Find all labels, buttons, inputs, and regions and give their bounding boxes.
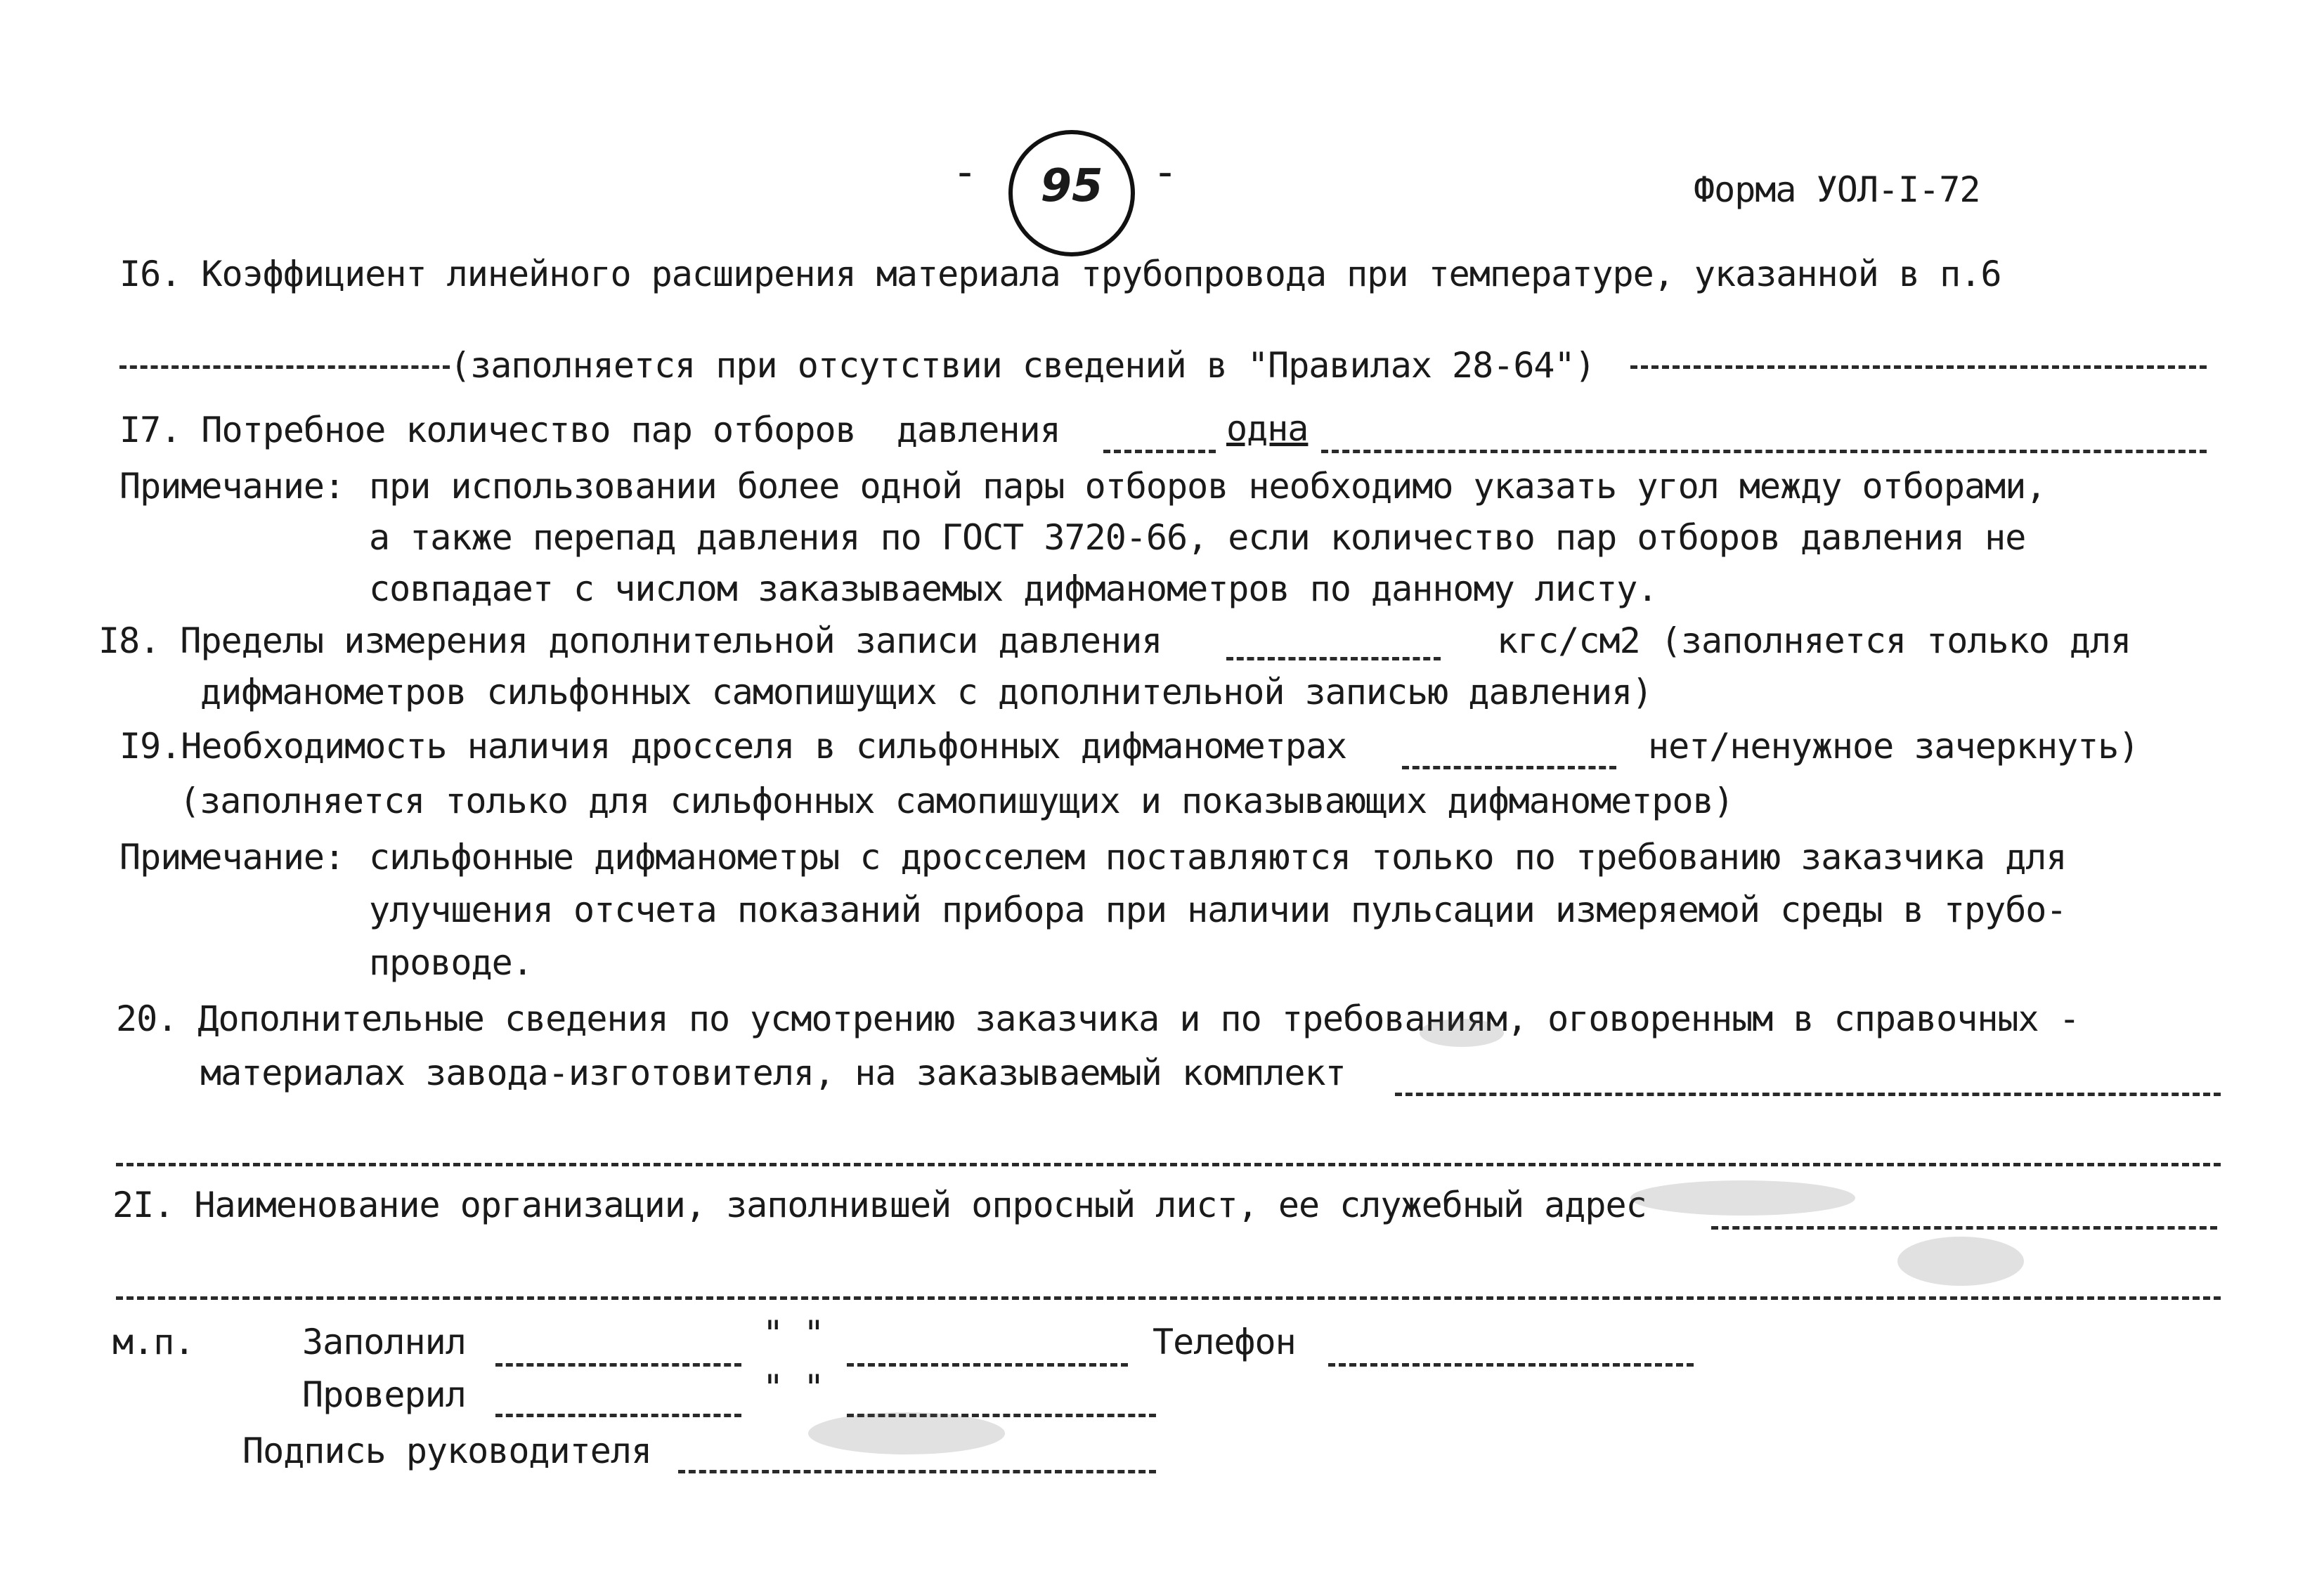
- item17-note-line-1: при использовании более одной пары отборов необходимо указать угол между отборами,: [369, 466, 2046, 507]
- item19-text: I9.Необходимость наличия дросселя в сильфонных дифманометрах: [119, 726, 1347, 767]
- phone-label: Телефон: [1153, 1322, 1296, 1362]
- head-signature-label: Подпись руководителя: [242, 1431, 652, 1471]
- filled-by-date-blank: [847, 1363, 1128, 1367]
- item16-hint: (заполняется при отсутствии сведений в "Правилах 28-64"): [450, 345, 1595, 386]
- item17-value: одна: [1226, 408, 1309, 449]
- page-number: 95: [1040, 160, 1103, 212]
- checked-by-quote: " ": [762, 1367, 824, 1408]
- item17-note-line-3: совпадает с числом заказываемых дифманометров по данному листу.: [369, 568, 1658, 609]
- item17-line-pre: [1103, 450, 1216, 453]
- phone-blank: [1328, 1363, 1694, 1367]
- header-dash-left: -: [952, 148, 978, 197]
- item16-text: I6. Коэффициент линейного расширения материала трубопровода при температуре, указанной в п.6: [119, 254, 2001, 294]
- item19-line-2: (заполняется только для сильфонных самопишущих и показывающих дифманометров): [179, 781, 1734, 821]
- item18-text: I8. Пределы измерения дополнительной записи давления: [98, 620, 1162, 661]
- item18-unit: кгс/см2 (заполняется только для: [1497, 620, 2131, 661]
- item16-line-left: [119, 365, 450, 369]
- scan-speckle: [808, 1412, 1005, 1454]
- item19-note-line-2: улучшения отсчета показаний прибора при наличии пульсации измеряемой среды в трубо-: [369, 890, 2067, 930]
- item20-blank-1: [1395, 1093, 2221, 1096]
- scan-speckle: [1630, 1180, 1855, 1216]
- item20-line-1: 20. Дополнительные сведения по усмотрению заказчика и по требованиям, оговоренным в справочных -: [116, 998, 2079, 1039]
- filled-by-quote: " ": [762, 1313, 824, 1354]
- filled-by-blank: [495, 1363, 741, 1367]
- item21-text: 2I. Наименование организации, заполнившей опросный лист, ее служебный адрес: [112, 1185, 1647, 1225]
- item19-note-line-3: проводе.: [369, 942, 533, 983]
- scan-speckle: [1420, 1019, 1504, 1047]
- stamp-label: м.п.: [112, 1322, 195, 1362]
- item18-line-2: дифманометров сильфонных самопишущих с дополнительной записью давления): [200, 672, 1653, 712]
- form-label: Форма УОЛ-I-72: [1694, 169, 1980, 210]
- item20-line-2: материалах завода-изготовителя, на заказываемый комплект: [200, 1053, 1346, 1093]
- scan-speckle: [1897, 1237, 2024, 1286]
- item21-blank-1: [1711, 1226, 2217, 1230]
- item16-line-right: [1630, 365, 2207, 369]
- checked-by-blank: [495, 1414, 741, 1417]
- item17-note-line-2: а также перепад давления по ГОСТ 3720-66, если количество пар отборов давления не: [369, 517, 2026, 558]
- item19-options: нет/ненужное зачеркнуть): [1648, 726, 2139, 767]
- header-dash-right: -: [1153, 148, 1178, 197]
- item19-blank: [1402, 766, 1616, 769]
- checked-by-label: Проверил: [302, 1374, 466, 1415]
- item17-note-label: Примечание:: [119, 466, 345, 507]
- item17-line-post: [1321, 450, 2207, 453]
- item19-note-label: Примечание:: [119, 837, 345, 878]
- item17-text: I7. Потребное количество пар отборов давления: [119, 410, 1060, 450]
- item19-note-line-1: сильфонные дифманометры с дросселем поставляются только по требованию заказчика для: [369, 837, 2067, 878]
- filled-by-label: Заполнил: [302, 1322, 466, 1362]
- head-signature-blank: [678, 1470, 1156, 1473]
- item21-blank-2: [116, 1296, 2221, 1300]
- item20-blank-2: [116, 1163, 2221, 1166]
- item18-blank: [1226, 657, 1441, 660]
